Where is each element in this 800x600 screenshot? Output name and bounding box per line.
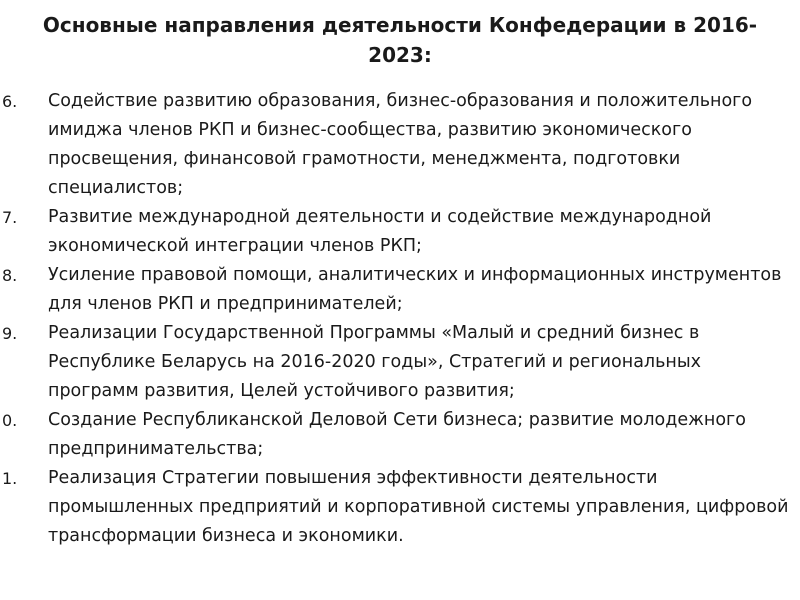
list-item-text: Усиление правовой помощи, аналитических и информационных инструментов для членов РКП и предпринимателей; <box>48 265 782 314</box>
list-item-number: 6. <box>2 92 18 111</box>
list-item-number: 1. <box>2 469 18 488</box>
list-item <box>0 319 800 406</box>
list-item-number: 0. <box>2 411 18 430</box>
list-item <box>0 87 800 203</box>
list-item <box>0 203 800 261</box>
list-item-text: Содействие развитию образования, бизнес-образования и положительного имиджа членов РКП и бизнес-сообщества, развитию экономического просвещения, финансовой грамотности, менеджмента, подготовки специалистов; <box>48 91 753 198</box>
list-item-number: 9. <box>2 324 18 343</box>
list-item-number: 8. <box>2 266 18 285</box>
list-item <box>0 261 800 319</box>
directions-list <box>0 87 800 551</box>
list-item-number: 7. <box>2 208 18 227</box>
list-item-text: Реализации Государственной Программы «Малый и средний бизнес в Республике Беларусь на 2016-2020 годы», Стратегий и региональных программ развития, Целей устойчивого развития; <box>48 323 702 401</box>
list-item-text: Реализация Стратегии повышения эффективности деятельности промышленных предприятий и корпоративной системы управления, цифровой трансформации бизнеса и экономики. <box>48 468 789 546</box>
list-item-text: Создание Республиканской Деловой Сети бизнеса; развитие молодежного предпринимательства; <box>48 410 746 459</box>
list-item-text: Развитие международной деятельности и содействие международной экономической интеграции членов РКП; <box>48 207 712 256</box>
list-item <box>0 464 800 551</box>
slide-title: Основные направления деятельности Конфедерации в 2016-2023: <box>42 13 758 67</box>
list-item <box>0 406 800 464</box>
